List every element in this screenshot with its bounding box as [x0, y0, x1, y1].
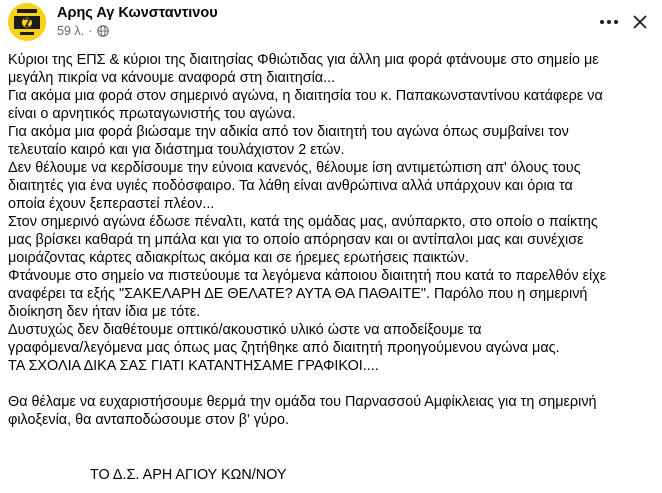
- post-line: γραφόμενα/λεγόμενα μας όπως μας ζητήθηκε από διαιτητή προηγούμενου αγώνα μας.: [8, 340, 560, 356]
- post-line: Για ακόμα μια φορά στον σημερινό αγώνα, η διαιτησία του κ. Παπακωνσταντίνου κατάφερε να: [8, 88, 603, 104]
- close-icon: [633, 15, 647, 29]
- team-logo-icon: [8, 3, 46, 41]
- close-button[interactable]: [627, 9, 653, 35]
- post-line: φιλοξενία, θα ανταποδώσουμε στον β' γύρο.: [8, 412, 289, 428]
- meta-separator: ·: [88, 24, 93, 38]
- post-line: ΤΑ ΣΧΟΛΙΑ ΔΙΚΑ ΣΑΣ ΓΙΑΤΙ ΚΑΤΑΝΤΗΣΑΜΕ ΓΡΑΦΙΚΟΙ....: [8, 358, 379, 374]
- timestamp[interactable]: 59 λ.: [57, 24, 85, 38]
- post-header: [0, 0, 662, 44]
- post-line: Για ακόμα μια φορά βιώσαμε την αδικία από τον διαιτητή του αγώνα όπως συμβαίνει τον: [8, 124, 569, 140]
- post-meta: [57, 24, 109, 38]
- post-line: είναι ο αρνητικός πρωταγωνιστής του αγώνα.: [8, 106, 296, 122]
- post-line: μεγάλη πικρία να κάνουμε αναφορά στη διαιτησία...: [8, 70, 336, 86]
- post-line: Δυστυχώς δεν διαθέτουμε οπτικό/ακουστικό υλικό ώστε να αποδείξουμε τα: [8, 322, 482, 338]
- post-line: διοίκηση δεν ήταν ίδια με τότε.: [8, 304, 201, 320]
- post-line: διαιτητές για ένα υγιές ποδόσφαιρο. Τα λάθη είναι ανθρώπινα αλλά υπάρχουν και όρια τα: [8, 178, 573, 194]
- page-name[interactable]: Αρης Αγ Κωνσταντινου: [57, 5, 218, 21]
- post-line: Φτάνουμε στο σημείο να πιστεύουμε τα λεγόμενα κάποιου διαιτητή που κατά το παρελθόν είχε: [8, 268, 607, 284]
- post-signature: ΤΟ Δ.Σ. ΑΡΗ ΑΓΙΟΥ ΚΩΝ/ΝΟΥ: [90, 467, 287, 483]
- post-line: μας βρίσκει καθαρά τη μπάλα και για το οποίο απόρησαν και οι αντίπαλοι μας και συνέχισε: [8, 232, 584, 248]
- post-line: Δεν θέλουμε να κερδίσουμε την εύνοια κανενός, θέλουμε ίση αντιμετώπιση απ' όλους τους: [8, 160, 581, 176]
- globe-icon[interactable]: [97, 25, 109, 37]
- post-text: [8, 51, 658, 429]
- avatar[interactable]: [8, 3, 46, 41]
- post-line: Θα θέλαμε να ευχαριστήσουμε θερμά την ομάδα του Παρνασσού Αμφίκλειας για τη σημερινή: [8, 394, 597, 410]
- post-line: αναφέρει τα εξής "ΣΑΚΕΛΑΡΗ ΔΕ ΘΕΛΑΤΕ? ΑΥΤΑ ΘΑ ΠΑΘΑΙΤΕ". Παρόλο που η σημερινή: [8, 286, 588, 302]
- more-options-button[interactable]: [596, 9, 622, 35]
- post-line: οποία έχουν ξεπεραστεί πλέον...: [8, 196, 215, 212]
- more-options-icon: [599, 19, 619, 25]
- post-line: τελευταίο καιρό και για διάστημα τουλάχιστον 2 ετών.: [8, 142, 345, 158]
- post-line: μοιράζοντας κάρτες αδιακρίτως ακόμα και σε ήρεμες ερωτήσεις παικτών.: [8, 250, 469, 266]
- post-line: Στον σημερινό αγώνα έδωσε πέναλτι, κατά της ομάδας μας, ανύπαρκτο, στο οποίο ο παίκτης: [8, 214, 598, 230]
- paragraph-gap: [8, 375, 658, 393]
- post-line: Κύριοι της ΕΠΣ & κύριοι της διαιτησίας Φθιώτιδας για άλλη μια φορά φτάνουμε στο σημείο με: [8, 52, 599, 68]
